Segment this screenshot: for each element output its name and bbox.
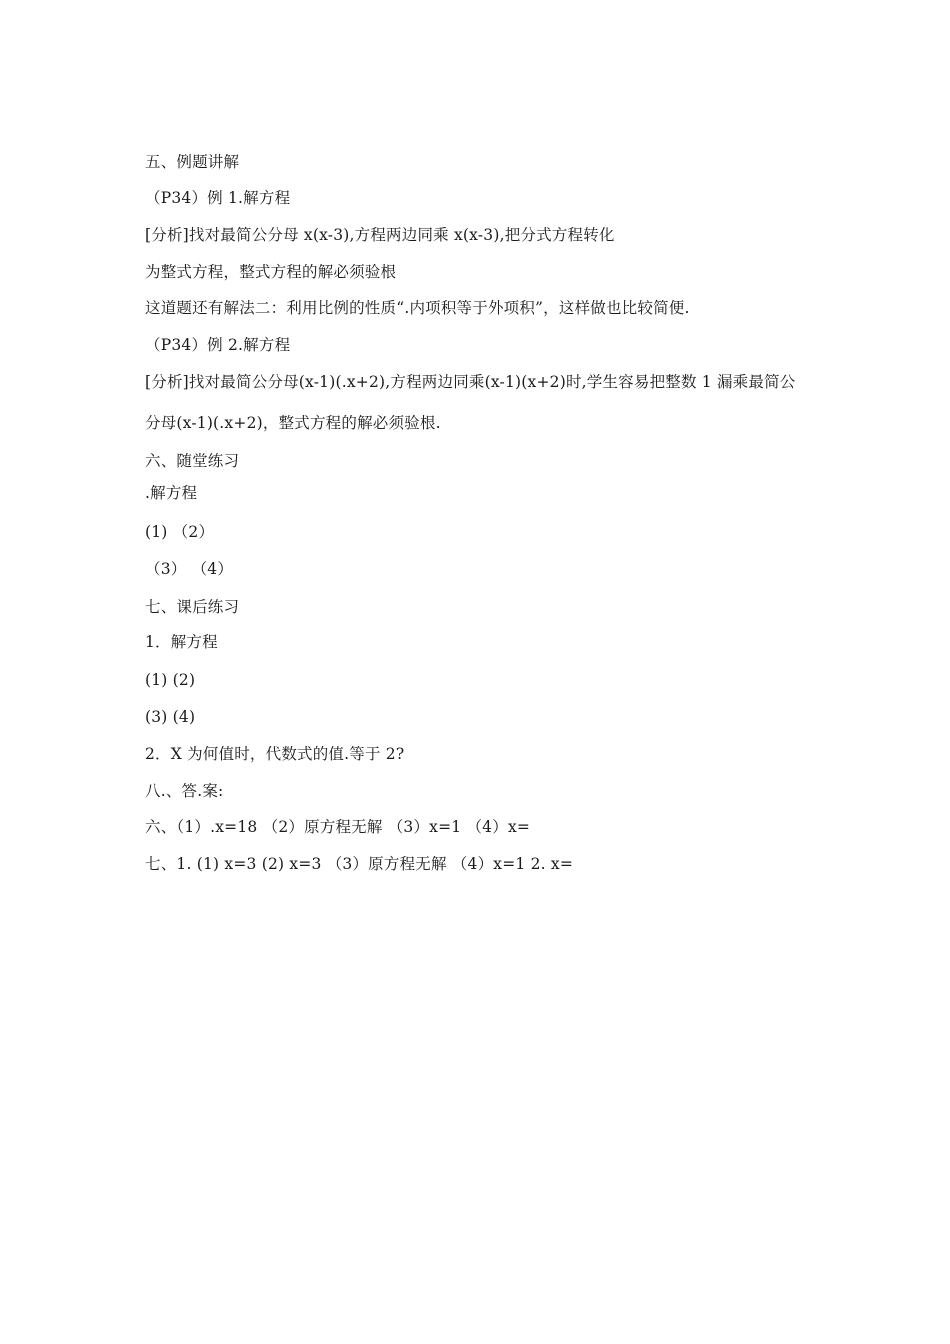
practice-items-1-2: (1) （2） bbox=[145, 523, 215, 541]
example-2-analysis-line-2: 分母(x-1)(.x+2)，整式方程的解必须验根. bbox=[145, 414, 441, 432]
homework-items-1-2: (1) (2) bbox=[145, 671, 196, 689]
example-2-analysis-line-1: [分析]找对最简公分母(x-1)(.x+2),方程两边同乘(x-1)(x+2)时,学生容易把整数 1 漏乘最简公 bbox=[145, 373, 796, 391]
section-heading-practice: 六、随堂练习 bbox=[145, 452, 240, 470]
section-heading-examples: 五、例题讲解 bbox=[145, 153, 240, 171]
practice-instruction: .解方程 bbox=[145, 484, 198, 502]
example-1-analysis-line-2: 为整式方程，整式方程的解必须验根 bbox=[145, 263, 397, 281]
example-1-analysis-line-1: [分析]找对最简公分母 x(x-3),方程两边同乘 x(x-3),把分式方程转化 bbox=[145, 226, 615, 244]
example-2-title: （P34）例 2.解方程 bbox=[145, 336, 291, 354]
answers-practice: 六、（1）.x=18 （2）原方程无解 （3）x=1 （4）x= bbox=[145, 818, 531, 836]
practice-items-3-4: （3） （4） bbox=[145, 560, 234, 578]
section-heading-homework: 七、课后练习 bbox=[145, 598, 240, 616]
section-heading-answers: 八.、答.案: bbox=[145, 782, 224, 800]
homework-items-3-4: (3) (4) bbox=[145, 708, 196, 726]
example-1-method-two: 这道题还有解法二：利用比例的性质“.内项积等于外项积”，这样做也比较简便. bbox=[145, 299, 690, 317]
answers-homework: 七、1. (1) x=3 (2) x=3 （3）原方程无解 （4）x=1 2. x= bbox=[145, 855, 574, 873]
homework-question-1: 1．解方程 bbox=[145, 633, 218, 651]
homework-question-2: 2．X 为何值时，代数式的值.等于 2? bbox=[145, 745, 405, 763]
example-1-title: （P34）例 1.解方程 bbox=[145, 189, 291, 207]
